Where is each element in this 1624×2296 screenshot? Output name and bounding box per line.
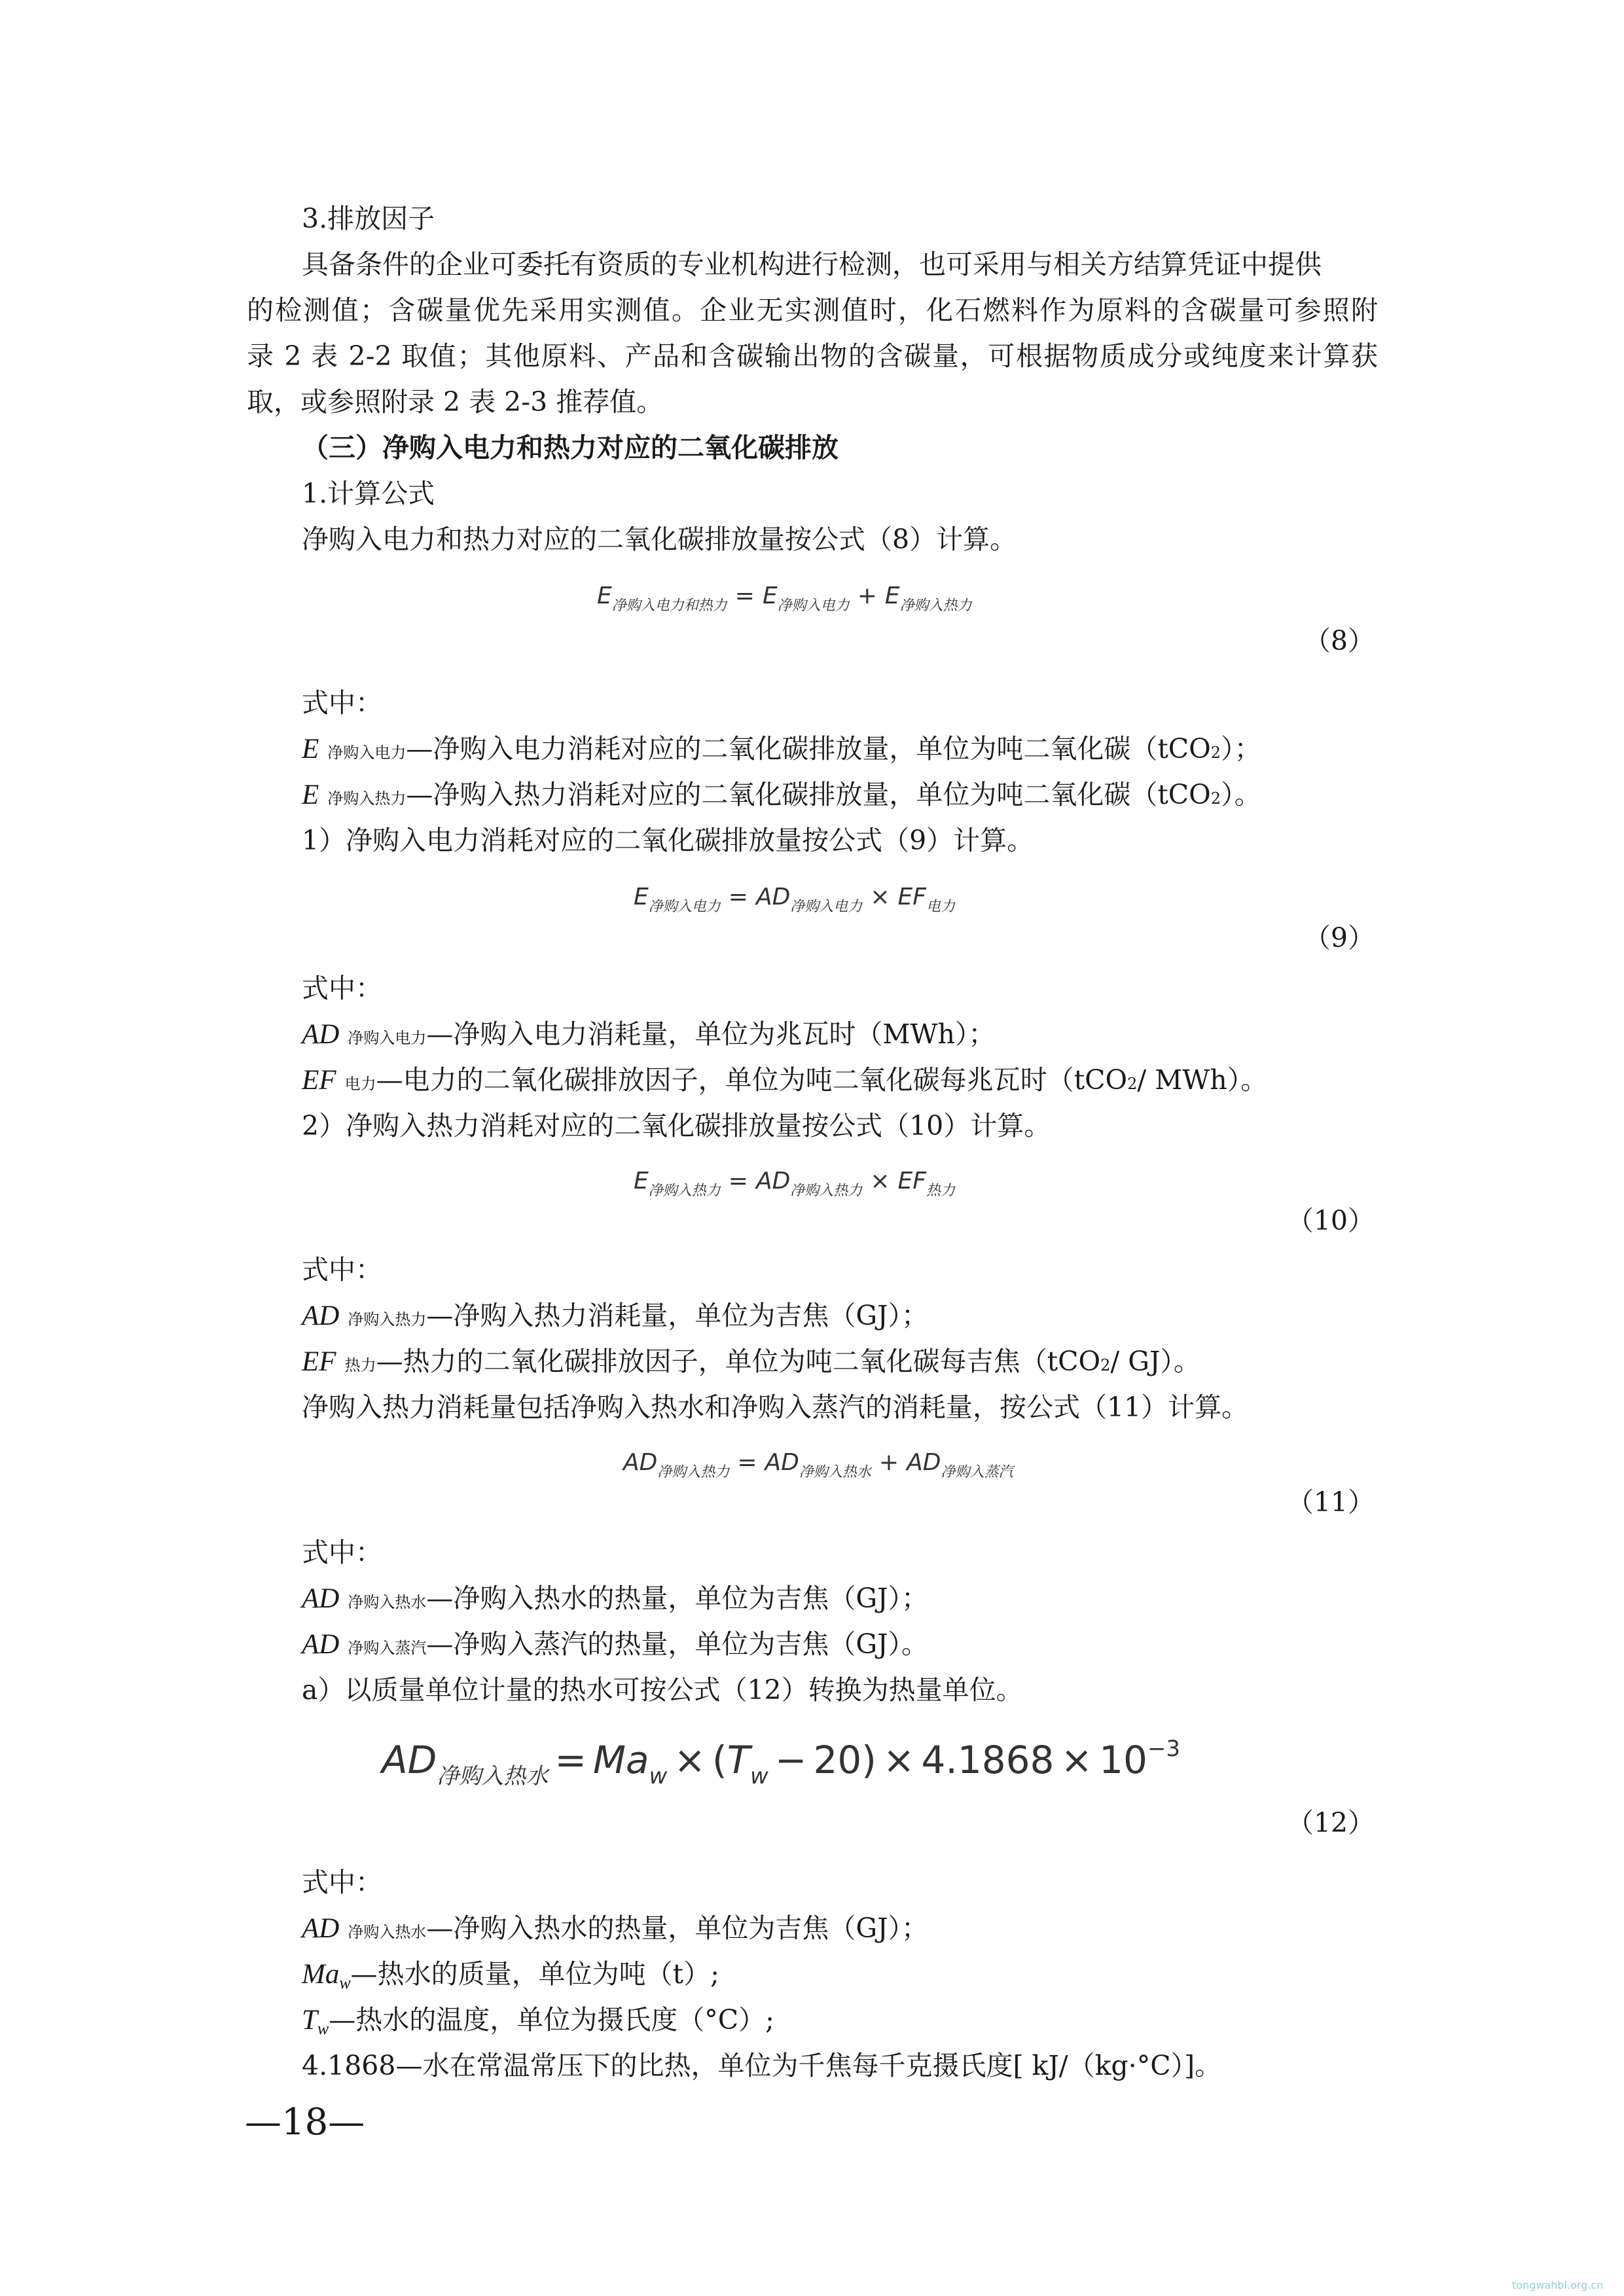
watermark: tongwahbl.org.cn <box>1512 2279 1604 2291</box>
definition-line: Tw—热水的温度，单位为摄氏度（°C）; <box>302 2004 774 2038</box>
formula-intro: a）以质量单位计量的热水可按公式（12）转换为热量单位。 <box>302 1674 1023 1706</box>
equation-number: （11） <box>1286 1486 1375 1518</box>
section-title: 3.排放因子 <box>302 203 435 234</box>
paragraph-line: 具备条件的企业可委托有资质的专业机构进行检测，也可采用与相关方结算凭证中提供 <box>302 249 1322 280</box>
definition-line: EF 热力—热力的二氧化碳排放因子，单位为吨二氧化碳每吉焦（tCO2/ GJ）。 <box>302 1346 1200 1377</box>
section-heading: （三）净购入电力和热力对应的二氧化碳排放 <box>302 432 839 463</box>
definition-line: Maw—热水的质量，单位为吨（t）; <box>302 1958 719 1992</box>
equation-number: （9） <box>1303 922 1375 954</box>
equation-12: $AD_{净购入热水} = Ma_w \times (T_w - 20) \times 4.1868 \times 10^{-3}$ <box>382 1736 1181 1789</box>
equation-number: （12） <box>1286 1807 1375 1839</box>
formula-intro: 1）净购入电力消耗对应的二氧化碳排放量按公式（9）计算。 <box>302 825 1034 856</box>
definition-line: AD 净购入蒸汽—净购入蒸汽的热量，单位为吉焦（GJ）。 <box>302 1628 929 1660</box>
definition-line: EF 电力—电力的二氧化碳排放因子，单位为吨二氧化碳每兆瓦时（tCO2/ MWh）。 <box>302 1064 1268 1096</box>
where-label: 式中： <box>302 973 382 1004</box>
subsection-title: 1.计算公式 <box>302 478 435 509</box>
equation-10: $E_{净购入热力} = AD_{净购入热力} \times EF_{热力}$ <box>634 1168 955 1199</box>
formula-intro: 净购入热力消耗量包括净购入热水和净购入蒸汽的消耗量，按公式（11）计算。 <box>302 1391 1249 1423</box>
definition-line: 4.1868—水在常温常压下的比热，单位为千焦每千克摄氏度[ kJ/（kg·°C）]。 <box>302 2050 1222 2081</box>
where-label: 式中： <box>302 1537 382 1568</box>
definition-line: AD 净购入热力—净购入热力消耗量，单位为吉焦（GJ）； <box>302 1300 929 1331</box>
definition-line: AD 净购入电力—净购入电力消耗量，单位为兆瓦时（MWh）； <box>302 1018 996 1050</box>
equation-8: $E_{净购入电力和热力} = E_{净购入电力} + E_{净购入热力}$ <box>597 583 972 614</box>
where-label: 式中： <box>302 1254 382 1285</box>
formula-intro: 净购入电力和热力对应的二氧化碳排放量按公式（8）计算。 <box>302 524 1017 555</box>
formula-intro: 2）净购入热力消耗对应的二氧化碳排放量按公式（10）计算。 <box>302 1110 1051 1141</box>
where-label: 式中： <box>302 1867 382 1898</box>
equation-number: （8） <box>1303 625 1375 656</box>
paragraph-line: 取，或参照附录 2 表 2-3 推荐值。 <box>247 386 664 418</box>
paragraph-line: 的检测值；含碳量优先采用实测值。企业无实测值时，化石燃料作为原料的含碳量可参照附 <box>247 295 1378 326</box>
equation-number: （10） <box>1286 1205 1375 1236</box>
page-number: —18— <box>245 2101 365 2144</box>
where-label: 式中： <box>302 687 382 719</box>
definition-line: AD 净购入热水—净购入热水的热量，单位为吉焦（GJ）； <box>302 1912 929 1944</box>
paragraph-line: 录 2 表 2-2 取值；其他原料、产品和含碳输出物的含碳量，可根据物质成分或纯度来计算获 <box>247 340 1378 372</box>
definition-line: E 净购入电力—净购入电力消耗对应的二氧化碳排放量，单位为吨二氧化碳（tCO2）； <box>302 733 1261 764</box>
definition-line: AD 净购入热水—净购入热水的热量，单位为吉焦（GJ）； <box>302 1583 929 1614</box>
equation-11: $AD_{净购入热力} = AD_{净购入热水} + AD_{净购入蒸汽}$ <box>623 1449 1013 1480</box>
equation-9: $E_{净购入电力} = AD_{净购入电力} \times EF_{电力}$ <box>634 884 955 915</box>
definition-line: E 净购入热力—净购入热力消耗对应的二氧化碳排放量，单位为吨二氧化碳（tCO2）。 <box>302 779 1261 810</box>
